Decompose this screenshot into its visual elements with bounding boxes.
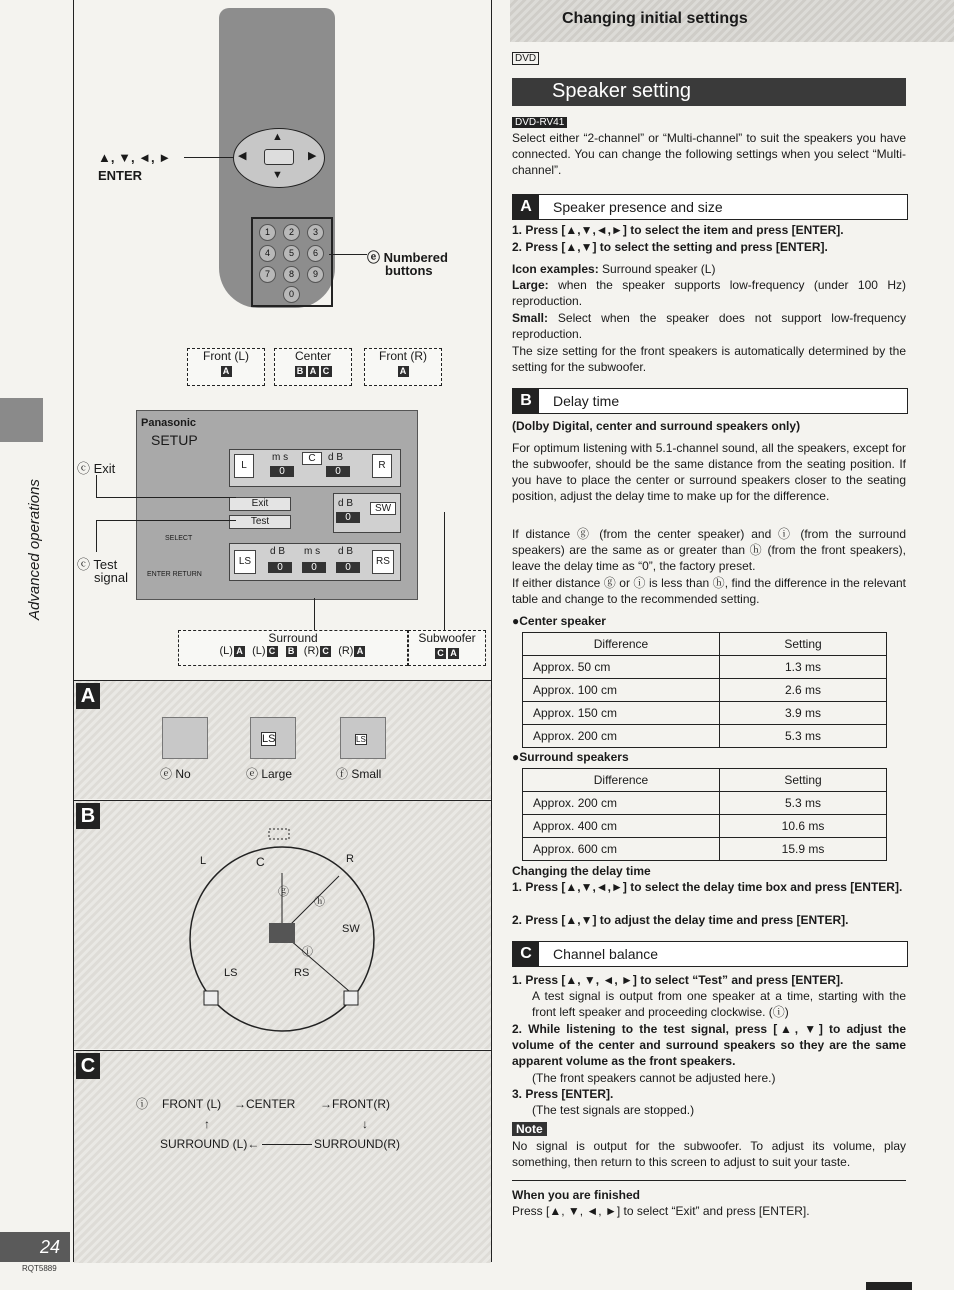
order-surround-r: SURROUND(R) (314, 1137, 400, 1151)
panel-a (74, 680, 491, 799)
finished-title: When you are finished (512, 1188, 641, 1202)
section-a-header (512, 194, 908, 220)
table-row (523, 792, 887, 815)
large-def-text: when the speaker supports low-frequency (under 100 Hz) reproduction. (512, 278, 906, 308)
page-number: 24 (0, 1232, 70, 1262)
chip-a: A (308, 366, 319, 377)
setup-screen (136, 410, 418, 600)
num-0-icon: 0 (283, 286, 300, 303)
surround-ms-unit: m s (304, 546, 321, 557)
icon-examples-text: Surround speaker (L) (602, 262, 716, 276)
small-speaker-icon (340, 717, 386, 759)
surround-diff-cell: Approx. 400 cm (523, 815, 720, 838)
large-ls-label: LS (262, 733, 276, 745)
center-db-unit: d B (328, 452, 344, 463)
panel-a-letter: A (76, 683, 100, 709)
up-arrow-icon: ▲ (272, 131, 283, 143)
test-callout-hline (96, 520, 236, 521)
small-def-text: Select when the speaker does not support low-frequency reproduction. (512, 311, 906, 341)
section-c-letter: C (513, 942, 539, 966)
num-6-icon: 6 (307, 245, 324, 262)
header-band (510, 0, 954, 42)
order-surround-l: SURROUND (L)← (160, 1137, 260, 1151)
center-speaker-label: ●Center speaker (512, 614, 606, 628)
diag-rs-label: RS (294, 967, 310, 979)
no-label: ⓔ No (160, 767, 191, 781)
diag-l-label: L (200, 855, 207, 867)
center-level-value[interactable]: 0 (326, 466, 350, 477)
chip-a: A (221, 366, 232, 377)
small-def-label: Small: (512, 311, 549, 325)
section-b-subtitle: (Dolby Digital, center and surround speakers only) (512, 419, 801, 433)
section-c-step-1: 1. Press [▲, ▼, ◄, ►] to select “Test” and press [ENTER]. (512, 973, 844, 987)
num-4-icon: 4 (259, 245, 276, 262)
speaker-l-icon[interactable]: L (234, 454, 254, 478)
exit-callout-line (96, 475, 97, 497)
numbered-callout-2: buttons (385, 263, 433, 278)
surround-label (178, 630, 408, 666)
speaker-c-icon[interactable]: C (302, 452, 322, 465)
surround-diff-cell: Approx. 200 cm (523, 792, 720, 815)
num-1-icon: 1 (259, 224, 276, 241)
chip-a: A (398, 366, 409, 377)
small-ls-label: LS (356, 735, 366, 744)
center-delay-table (522, 632, 887, 748)
small-label: ⓕ Small (336, 767, 382, 781)
chip-b: B (295, 366, 306, 377)
order-front-l: FRONT (L) (162, 1097, 222, 1111)
order-front-r: →FRONT(R) (320, 1097, 390, 1111)
surround-diff-cell: Approx. 600 cm (523, 838, 720, 861)
surround-setting-cell: 5.3 ms (720, 792, 887, 815)
icon-examples-label: Icon examples: (512, 262, 599, 276)
front-row (229, 449, 401, 487)
section-b-header (512, 388, 908, 414)
chip-b: B (286, 646, 297, 657)
down-arrow-icon: ▼ (272, 169, 283, 181)
num-9-icon: 9 (307, 266, 324, 283)
num-7-icon: 7 (259, 266, 276, 283)
diag-c-label: C (256, 855, 265, 869)
center-diff-cell: Approx. 200 cm (523, 725, 720, 748)
sidebar-tab (0, 398, 43, 442)
section-a-step-2: 2. Press [▲,▼] to select the setting and press [ENTER]. (512, 240, 828, 254)
section-title: Changing initial settings (562, 10, 748, 27)
panel-c-letter: C (76, 1053, 100, 1079)
right-arrow-icon: ▶ (308, 150, 317, 162)
chip-c: C (435, 648, 446, 659)
num-2-icon: 2 (283, 224, 300, 241)
surround-delay-table (522, 768, 887, 861)
no-speaker-icon (162, 717, 208, 759)
setup-title: SETUP (151, 432, 198, 448)
corner-bar (866, 1282, 912, 1290)
section-c-step-3: 3. Press [ENTER]. (512, 1087, 614, 1101)
surround-speakers-label: ●Surround speakers (512, 750, 629, 764)
exit-button[interactable]: Exit (229, 497, 291, 511)
surround-r-text: (R) (303, 645, 320, 657)
arrows-callout-line (184, 157, 234, 158)
center-diff-cell: Approx. 100 cm (523, 679, 720, 702)
test-callout-line (96, 520, 97, 552)
speaker-rs-icon[interactable]: RS (372, 550, 394, 574)
down-arrow-icon: ↓ (362, 1117, 368, 1131)
surround-setting-cell: 15.9 ms (720, 838, 887, 861)
section-c-step-3-sub: (The test signals are stopped.) (532, 1103, 695, 1117)
section-b-letter: B (513, 389, 539, 413)
test-callout: ⓒ Test (77, 557, 118, 572)
center-col-setting: Setting (720, 633, 887, 656)
sidebar-label: Advanced operations (26, 479, 43, 620)
table-row (523, 815, 887, 838)
panel-c (74, 1050, 491, 1263)
surround-row (229, 543, 401, 581)
center-setting-cell: 1.3 ms (720, 656, 887, 679)
center-delay-value[interactable]: 0 (270, 466, 294, 477)
center-text: Center (294, 349, 332, 363)
rs-db-unit: d B (338, 546, 354, 557)
section-c-step-1-sub: A test signal is output from one speaker at a time, starting with the front left speaker and proceeding clockwise. (ⓘ) (532, 989, 906, 1019)
speaker-ls-icon[interactable]: LS (234, 550, 256, 574)
test-button[interactable]: Test (229, 515, 291, 529)
intro-text: Select either “2-channel” or “Multi-channel” to suit the speakers you have connected. You can change the following settings when you select “Multi-channel”. (512, 131, 906, 177)
distance-h-label: ⓗ (314, 896, 325, 908)
front-l-label (187, 348, 265, 386)
section-c-title: Channel balance (553, 946, 659, 962)
speaker-r-icon[interactable]: R (372, 454, 392, 478)
sw-level-value[interactable]: 0 (336, 512, 360, 523)
chip-a: A (354, 646, 365, 657)
table-row (523, 656, 887, 679)
surround-l-text-2: (L) (252, 645, 266, 657)
large-speaker-icon (250, 717, 296, 759)
large-label: ⓔ Large (246, 767, 293, 781)
subwoofer-text: Subwoofer (418, 631, 476, 645)
table-row (523, 838, 887, 861)
center-setting-cell: 5.3 ms (720, 725, 887, 748)
diag-r-label: R (346, 853, 354, 865)
numbered-callout-line (329, 254, 367, 255)
surround-l-text: (L) (219, 645, 233, 657)
section-c-step-2: 2. While listening to the test signal, press [▲, ▼] to adjust the volume of the center and surround speakers so they are the same apparent volume as the front speakers. (512, 1022, 906, 1068)
surround-line (314, 598, 315, 630)
chip-c: C (321, 366, 332, 377)
num-3-icon: 3 (307, 224, 324, 241)
section-b-para-1: For optimum listening with 5.1-channel sound, all the speakers, except for the subwoofer, should be the same distance from the seating position. If you have to place the center or surround speakers closer to the seating position, adjust the delay time to make up for the difference. (512, 441, 906, 503)
surround-delay-value[interactable]: 0 (302, 562, 326, 573)
section-c-header (512, 941, 908, 967)
rs-level-value[interactable]: 0 (336, 562, 360, 573)
front-l-text: Front (L) (202, 349, 249, 363)
main-title-bar (512, 78, 906, 106)
numbered-buttons-outline (251, 217, 333, 307)
exit-callout: ⓒ Exit (77, 461, 116, 476)
front-r-label (364, 348, 442, 386)
order-line (262, 1144, 312, 1145)
speaker-sw-icon[interactable]: SW (370, 502, 396, 515)
num-5-icon: 5 (283, 245, 300, 262)
section-b-title: Delay time (553, 393, 620, 409)
test-callout-2: signal (94, 570, 128, 585)
order-center: →CENTER (234, 1097, 296, 1111)
arrows-callout: ▲, ▼, ◄, ► (98, 150, 172, 165)
change-delay-step-2: 2. Press [▲,▼] to adjust the delay time and press [ENTER]. (512, 913, 849, 927)
front-r-text: Front (R) (379, 349, 427, 363)
select-label: SELECT (165, 535, 193, 542)
sw-db-unit: d B (338, 498, 354, 509)
section-a-note: The size setting for the front speakers is automatically determined by the setting for the subwoofer. (512, 344, 906, 374)
distance-i-label: ⓘ (302, 946, 313, 958)
enter-callout: ENTER (98, 168, 143, 183)
dpad-illustration (233, 128, 325, 188)
chip-a: A (448, 648, 459, 659)
panel-b (74, 800, 491, 1049)
center-diff-cell: Approx. 50 cm (523, 656, 720, 679)
change-delay-title: Changing the delay time (512, 864, 651, 878)
surround-col-difference: Difference (523, 769, 720, 792)
finished-text: Press [▲, ▼, ◄, ►] to select “Exit” and press [ENTER]. (512, 1204, 810, 1218)
enter-return-label: ENTER RETURN (147, 571, 202, 578)
center-setting-cell: 2.6 ms (720, 679, 887, 702)
center-ms-unit: m s (272, 452, 289, 463)
left-arrow-icon: ◀ (238, 150, 247, 162)
change-delay-step-1: 1. Press [▲,▼,◄,►] to select the delay time box and press [ENTER]. (512, 880, 903, 894)
model-tag: DVD-RV41 (512, 117, 567, 128)
subwoofer-box (333, 493, 401, 533)
large-def-label: Large: (512, 278, 549, 292)
disc-tag: DVD (512, 52, 539, 65)
surround-col-setting: Setting (720, 769, 887, 792)
left-column (73, 0, 492, 1262)
section-c-step-2-sub: (The front speakers cannot be adjusted here.) (532, 1071, 776, 1085)
section-b-para-3: If either distance ⓖ or ⓘ is less than ⓗ, find the difference in the relevant table and change to the recommended setting. (512, 576, 906, 606)
enter-button-illustration (264, 149, 294, 165)
speaker-layout-diagram (174, 821, 394, 1041)
subwoofer-label (408, 630, 486, 666)
ls-db-unit: d B (270, 546, 286, 557)
exit-callout-hline (96, 497, 236, 498)
section-b-para-2: If distance ⓖ (from the center speaker) and ⓘ (from the surround speakers) are the same as or greater than ⓗ (from the front speakers), leave the delay time as “0”, the factory preset. (512, 527, 906, 573)
center-label (274, 348, 352, 386)
table-row (523, 702, 887, 725)
center-setting-cell: 3.9 ms (720, 702, 887, 725)
diag-ls-label: LS (224, 967, 238, 979)
distance-g-label: ⓖ (278, 886, 289, 898)
model-code: RQT5889 (22, 1264, 57, 1273)
surround-r-text-2: (R) (338, 645, 354, 657)
section-a-step-1: 1. Press [▲,▼,◄,►] to select the item and press [ENTER]. (512, 223, 844, 237)
surround-text: Surround (268, 631, 318, 645)
table-row (523, 725, 887, 748)
section-a-title: Speaker presence and size (553, 199, 723, 215)
panel-b-letter: B (76, 803, 100, 829)
section-c-note: No signal is output for the subwoofer. To adjust its volume, play something, then return to this screen to adjust to suit your taste. (512, 1139, 906, 1169)
main-title: Speaker setting (552, 80, 691, 102)
table-row (523, 679, 887, 702)
brand-logo: Panasonic (141, 417, 197, 429)
chip-c: C (320, 646, 331, 657)
up-arrow-icon: ↑ (204, 1117, 210, 1131)
chip-a: A (234, 646, 245, 657)
diag-sw-label: SW (342, 923, 360, 935)
num-8-icon: 8 (283, 266, 300, 283)
chip-c: C (267, 646, 278, 657)
center-diff-cell: Approx. 150 cm (523, 702, 720, 725)
finished-divider (512, 1180, 906, 1181)
section-a-letter: A (513, 195, 539, 219)
panel-c-i: ⓘ (136, 1097, 149, 1111)
surround-setting-cell: 10.6 ms (720, 815, 887, 838)
ls-level-value[interactable]: 0 (268, 562, 292, 573)
center-col-difference: Difference (523, 633, 720, 656)
numbered-callout: ⓔ Numbered (367, 250, 448, 265)
note-badge: Note (512, 1122, 547, 1136)
subwoofer-line (444, 512, 445, 630)
